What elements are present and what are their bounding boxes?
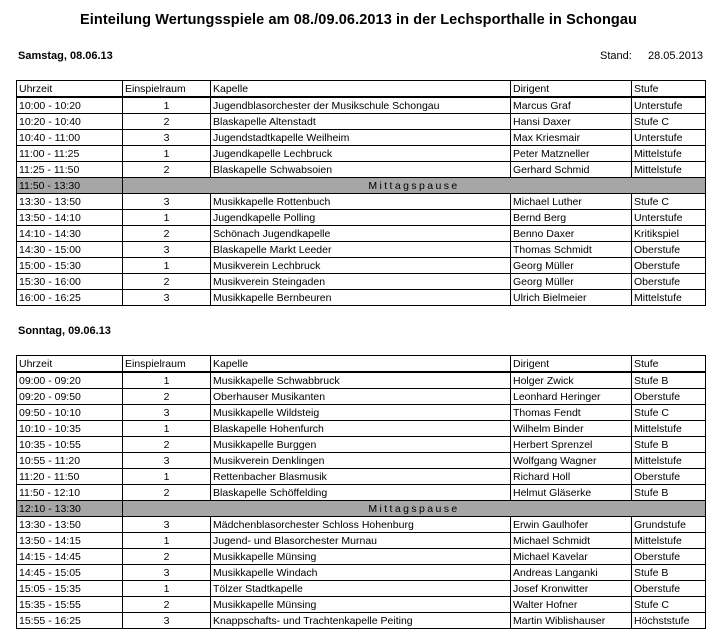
time-cell: 11:20 - 11:50	[17, 469, 123, 485]
table-row	[17, 581, 706, 597]
time-cell: 13:30 - 13:50	[17, 194, 123, 210]
level-cell: Oberstufe	[632, 549, 706, 565]
time-cell: 09:50 - 10:10	[17, 405, 123, 421]
band-cell: Knappschafts- und Trachtenkapelle Peiting	[211, 613, 511, 629]
room-cell: 2	[123, 437, 211, 453]
room-cell: 3	[123, 613, 211, 629]
room-cell: 1	[123, 97, 211, 114]
level-cell: Kritikspiel	[632, 226, 706, 242]
conductor-cell: Thomas Schmidt	[511, 242, 632, 258]
conductor-cell: Ulrich Bielmeier	[511, 290, 632, 306]
header-level: Stufe	[632, 356, 706, 373]
conductor-cell: Erwin Gaulhofer	[511, 517, 632, 533]
room-cell: 3	[123, 565, 211, 581]
room-cell: 3	[123, 453, 211, 469]
table-row	[17, 485, 706, 501]
level-cell: Unterstufe	[632, 97, 706, 114]
band-cell: Jugend- und Blasorchester Murnau	[211, 533, 511, 549]
room-cell: 2	[123, 597, 211, 613]
room-cell: 3	[123, 405, 211, 421]
time-cell: 13:30 - 13:50	[17, 517, 123, 533]
band-cell: Mädchenblasorchester Schloss Hohenburg	[211, 517, 511, 533]
band-cell: Musikkapelle Bernbeuren	[211, 290, 511, 306]
table-row	[17, 114, 706, 130]
level-cell: Stufe C	[632, 194, 706, 210]
conductor-cell: Martin Wiblishauser	[511, 613, 632, 629]
room-cell: 2	[123, 389, 211, 405]
conductor-cell: Michael Kavelar	[511, 549, 632, 565]
band-cell: Jugendkapelle Polling	[211, 210, 511, 226]
room-cell: 3	[123, 290, 211, 306]
band-cell: Blaskapelle Altenstadt	[211, 114, 511, 130]
table-row	[17, 290, 706, 306]
room-cell: 1	[123, 533, 211, 549]
conductor-cell: Wolfgang Wagner	[511, 453, 632, 469]
schedule-table-sunday	[16, 355, 706, 629]
time-cell: 11:50 - 12:10	[17, 485, 123, 501]
header-band: Kapelle	[211, 356, 511, 373]
level-cell: Mittelstufe	[632, 146, 706, 162]
header-band: Kapelle	[211, 81, 511, 98]
band-cell: Musikkapelle Münsing	[211, 597, 511, 613]
room-cell: 3	[123, 242, 211, 258]
time-cell: 13:50 - 14:10	[17, 210, 123, 226]
level-cell: Stufe C	[632, 405, 706, 421]
room-cell: 2	[123, 549, 211, 565]
time-cell: 11:00 - 11:25	[17, 146, 123, 162]
room-cell: 1	[123, 421, 211, 437]
level-cell: Mittelstufe	[632, 453, 706, 469]
table-row	[17, 453, 706, 469]
conductor-cell: Bernd Berg	[511, 210, 632, 226]
time-cell: 15:00 - 15:30	[17, 258, 123, 274]
table-row	[17, 372, 706, 389]
level-cell: Stufe B	[632, 437, 706, 453]
room-cell: 2	[123, 162, 211, 178]
band-cell: Musikkapelle Burggen	[211, 437, 511, 453]
room-cell: 3	[123, 517, 211, 533]
stand-date: 28.05.2013	[648, 50, 704, 62]
level-cell: Mittelstufe	[632, 421, 706, 437]
time-cell: 13:50 - 14:15	[17, 533, 123, 549]
conductor-cell: Hansi Daxer	[511, 114, 632, 130]
break-time: 12:10 - 13:30	[17, 501, 123, 517]
conductor-cell: Georg Müller	[511, 274, 632, 290]
day-label-sunday: Sonntag, 09.06.13	[18, 325, 111, 337]
table-row	[17, 549, 706, 565]
header-room: Einspielraum	[123, 356, 211, 373]
conductor-cell: Wilhelm Binder	[511, 421, 632, 437]
time-cell: 15:30 - 16:00	[17, 274, 123, 290]
conductor-cell: Walter Hofner	[511, 597, 632, 613]
day-label-saturday: Samstag, 08.06.13	[18, 50, 113, 62]
level-cell: Mittelstufe	[632, 162, 706, 178]
room-cell: 2	[123, 274, 211, 290]
room-cell: 2	[123, 485, 211, 501]
time-cell: 10:35 - 10:55	[17, 437, 123, 453]
level-cell: Oberstufe	[632, 242, 706, 258]
level-cell: Stufe B	[632, 485, 706, 501]
schedule-table-saturday	[16, 80, 706, 306]
header-conductor: Dirigent	[511, 81, 632, 98]
table-row	[17, 405, 706, 421]
time-cell: 10:20 - 10:40	[17, 114, 123, 130]
conductor-cell: Michael Schmidt	[511, 533, 632, 549]
time-cell: 11:25 - 11:50	[17, 162, 123, 178]
time-cell: 10:55 - 11:20	[17, 453, 123, 469]
room-cell: 1	[123, 581, 211, 597]
header-level: Stufe	[632, 81, 706, 98]
level-cell: Oberstufe	[632, 389, 706, 405]
level-cell: Stufe C	[632, 114, 706, 130]
room-cell: 1	[123, 469, 211, 485]
table-row	[17, 146, 706, 162]
table-row	[17, 162, 706, 178]
time-cell: 15:35 - 15:55	[17, 597, 123, 613]
conductor-cell: Herbert Sprenzel	[511, 437, 632, 453]
header-room: Einspielraum	[123, 81, 211, 98]
conductor-cell: Richard Holl	[511, 469, 632, 485]
table-row	[17, 97, 706, 114]
table-row	[17, 437, 706, 453]
conductor-cell: Helmut Gläserke	[511, 485, 632, 501]
level-cell: Unterstufe	[632, 210, 706, 226]
level-cell: Stufe B	[632, 372, 706, 389]
room-cell: 1	[123, 258, 211, 274]
band-cell: Schönach Jugendkapelle	[211, 226, 511, 242]
time-cell: 10:00 - 10:20	[17, 97, 123, 114]
level-cell: Oberstufe	[632, 469, 706, 485]
time-cell: 15:55 - 16:25	[17, 613, 123, 629]
level-cell: Mittelstufe	[632, 533, 706, 549]
break-label: Mittagspause	[123, 501, 706, 517]
table-header-row	[17, 356, 706, 373]
conductor-cell: Thomas Fendt	[511, 405, 632, 421]
table-row	[17, 226, 706, 242]
time-cell: 09:20 - 09:50	[17, 389, 123, 405]
header-time: Uhrzeit	[17, 356, 123, 373]
lunch-break-row	[17, 178, 706, 194]
table-row	[17, 389, 706, 405]
band-cell: Jugendstadtkapelle Weilheim	[211, 130, 511, 146]
level-cell: Grundstufe	[632, 517, 706, 533]
table-row	[17, 194, 706, 210]
header-conductor: Dirigent	[511, 356, 632, 373]
table-row	[17, 469, 706, 485]
band-cell: Musikkapelle Rottenbuch	[211, 194, 511, 210]
room-cell: 3	[123, 194, 211, 210]
time-cell: 10:40 - 11:00	[17, 130, 123, 146]
conductor-cell: Peter Matzneller	[511, 146, 632, 162]
time-cell: 09:00 - 09:20	[17, 372, 123, 389]
level-cell: Unterstufe	[632, 130, 706, 146]
conductor-cell: Michael Luther	[511, 194, 632, 210]
band-cell: Jugendblasorchester der Musikschule Schongau	[211, 97, 511, 114]
conductor-cell: Marcus Graf	[511, 97, 632, 114]
level-cell: Oberstufe	[632, 274, 706, 290]
conductor-cell: Leonhard Heringer	[511, 389, 632, 405]
break-label: Mittagspause	[123, 178, 706, 194]
conductor-cell: Gerhard Schmid	[511, 162, 632, 178]
time-cell: 14:30 - 15:00	[17, 242, 123, 258]
table-row	[17, 210, 706, 226]
level-cell: Stufe C	[632, 597, 706, 613]
table-row	[17, 597, 706, 613]
table-row	[17, 242, 706, 258]
time-cell: 14:15 - 14:45	[17, 549, 123, 565]
band-cell: Blaskapelle Markt Leeder	[211, 242, 511, 258]
conductor-cell: Max Kriesmair	[511, 130, 632, 146]
band-cell: Musikverein Steingaden	[211, 274, 511, 290]
band-cell: Blaskapelle Hohenfurch	[211, 421, 511, 437]
table-row	[17, 130, 706, 146]
header-time: Uhrzeit	[17, 81, 123, 98]
room-cell: 1	[123, 146, 211, 162]
time-cell: 14:10 - 14:30	[17, 226, 123, 242]
table-row	[17, 258, 706, 274]
time-cell: 15:05 - 15:35	[17, 581, 123, 597]
band-cell: Musikkapelle Windach	[211, 565, 511, 581]
page-title: Einteilung Wertungsspiele am 08./09.06.2013 in der Lechsporthalle in Schongau	[80, 12, 637, 28]
conductor-cell: Benno Daxer	[511, 226, 632, 242]
room-cell: 2	[123, 114, 211, 130]
lunch-break-row	[17, 501, 706, 517]
band-cell: Musikverein Denklingen	[211, 453, 511, 469]
table-row	[17, 421, 706, 437]
band-cell: Musikkapelle Münsing	[211, 549, 511, 565]
level-cell: Höchststufe	[632, 613, 706, 629]
band-cell: Musikkapelle Wildsteig	[211, 405, 511, 421]
time-cell: 14:45 - 15:05	[17, 565, 123, 581]
level-cell: Oberstufe	[632, 258, 706, 274]
band-cell: Musikkapelle Schwabbruck	[211, 372, 511, 389]
table-header-row	[17, 81, 706, 98]
band-cell: Blaskapelle Schöffelding	[211, 485, 511, 501]
stand-label: Stand:	[600, 50, 632, 62]
break-time: 11:50 - 13:30	[17, 178, 123, 194]
level-cell: Oberstufe	[632, 581, 706, 597]
room-cell: 2	[123, 226, 211, 242]
table-row	[17, 517, 706, 533]
band-cell: Blaskapelle Schwabsoien	[211, 162, 511, 178]
table-row	[17, 533, 706, 549]
table-row	[17, 613, 706, 629]
band-cell: Rettenbacher Blasmusik	[211, 469, 511, 485]
table-row	[17, 274, 706, 290]
room-cell: 3	[123, 130, 211, 146]
conductor-cell: Andreas Langanki	[511, 565, 632, 581]
room-cell: 1	[123, 210, 211, 226]
band-cell: Tölzer Stadtkapelle	[211, 581, 511, 597]
band-cell: Musikverein Lechbruck	[211, 258, 511, 274]
conductor-cell: Josef Kronwitter	[511, 581, 632, 597]
time-cell: 10:10 - 10:35	[17, 421, 123, 437]
band-cell: Jugendkapelle Lechbruck	[211, 146, 511, 162]
band-cell: Oberhauser Musikanten	[211, 389, 511, 405]
room-cell: 1	[123, 372, 211, 389]
time-cell: 16:00 - 16:25	[17, 290, 123, 306]
table-row	[17, 565, 706, 581]
level-cell: Mittelstufe	[632, 290, 706, 306]
conductor-cell: Holger Zwick	[511, 372, 632, 389]
conductor-cell: Georg Müller	[511, 258, 632, 274]
level-cell: Stufe B	[632, 565, 706, 581]
